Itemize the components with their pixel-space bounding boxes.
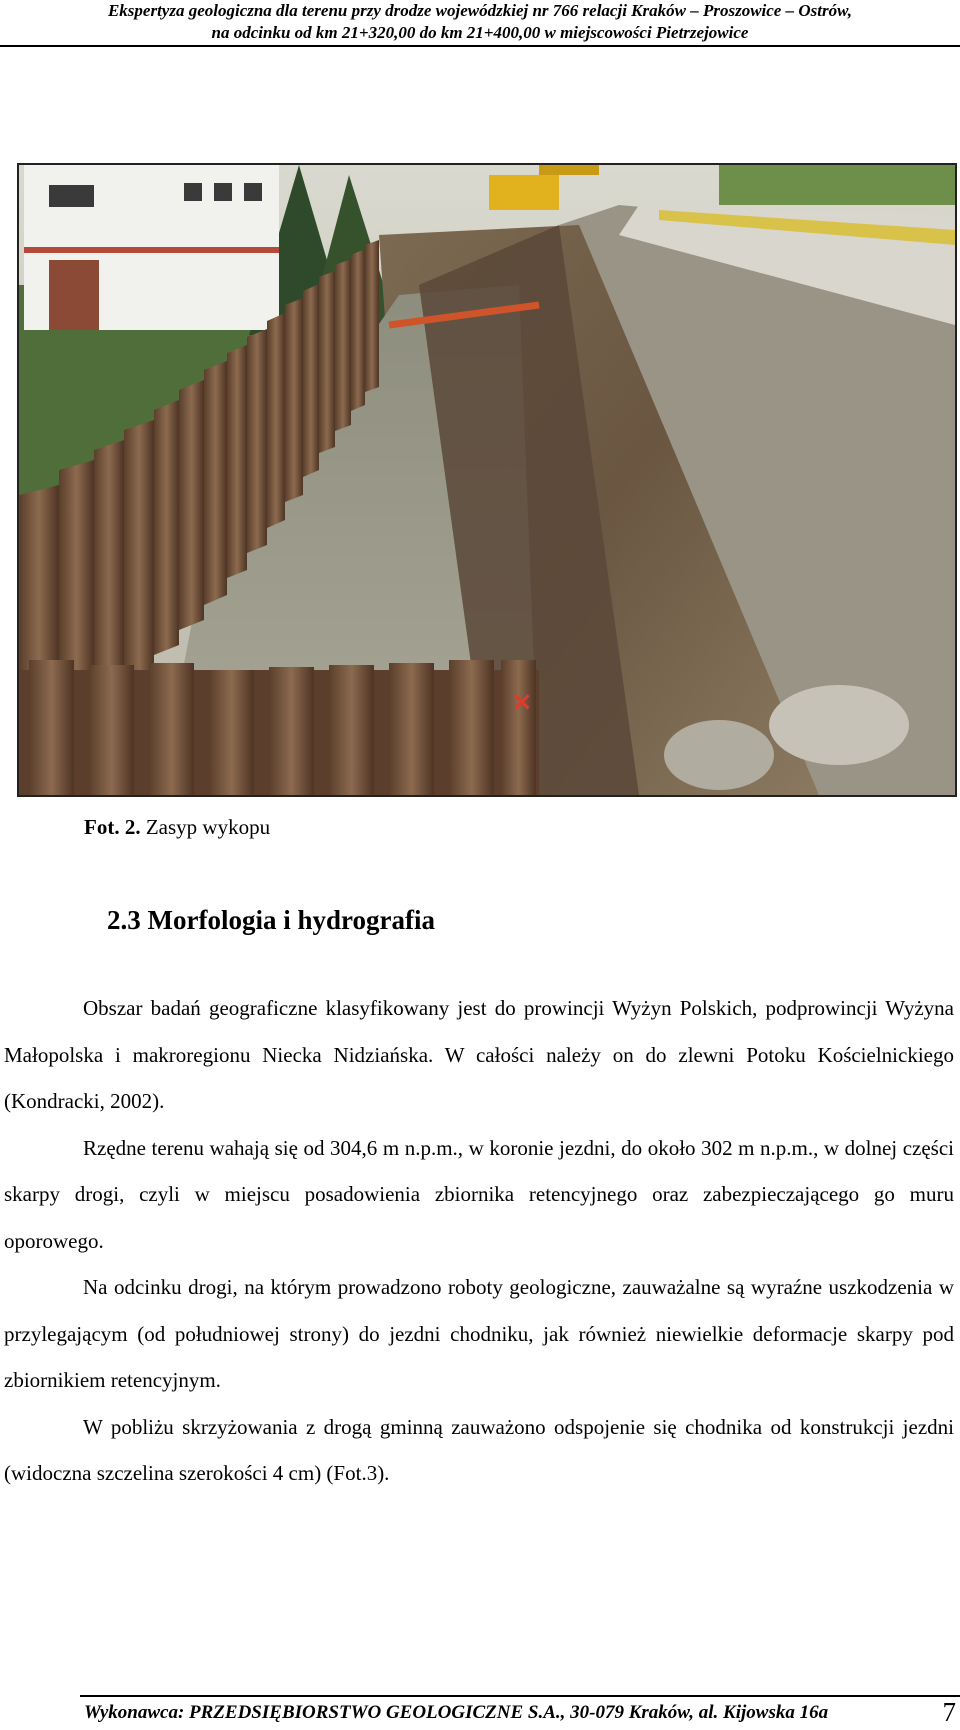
paragraph-2: Rzędne terenu wahają się od 304,6 m n.p.m., w koronie jezdni, do około 302 m n.p.m., w dolnej części skarpy drogi, czyli w miejscu posadowienia zbiornika retencyjnego oraz zabezpieczającego go muru oporowego. xyxy=(4,1135,954,1253)
figure-caption xyxy=(84,815,270,840)
paragraph-3: Na odcinku drogi, na którym prowadzono roboty geologiczne, zauważalne są wyraźne uszkodzenia w przylegającym (od południowej strony) do jezdni chodniku, jak również niewielkie deformacje skarpy pod zbiornikiem retencyjnym. xyxy=(4,1275,954,1392)
paragraph-1: Obszar badań geograficzne klasyfikowany jest do prowincji Wyżyn Polskich, podprowincji Wyżyna Małopolska i makroregionu Niecka Nidziańska. W całości należy on do zlewni Potoku Kościelnickiego (Kondracki, 2002). xyxy=(4,996,954,1113)
page-number: 7 xyxy=(942,1697,956,1727)
header-line-1: Ekspertyza geologiczna dla terenu przy drodze wojewódzkiej nr 766 relacji Kraków – Proszowice – Ostrów, xyxy=(107,1,853,20)
figure-label: Fot. 2. xyxy=(84,815,141,839)
header-line-2: na odcinku od km 21+320,00 do km 21+400,00 w miejscowości Pietrzejowice xyxy=(211,23,749,42)
front-sheet-piles xyxy=(19,660,539,795)
paragraph-4: W pobliżu skrzyżowania z drogą gminną zauważono odspojenie się chodnika od konstrukcji jezdni (widoczna szczelina szerokości 4 cm) (Fot.3). xyxy=(4,1414,954,1485)
document-header xyxy=(0,0,960,46)
body-text xyxy=(4,985,954,1497)
footer-text: Wykonawca: PRZEDSIĘBIORSTWO GEOLOGICZNE S.A., 30-079 Kraków, al. Kijowska 16a xyxy=(84,1702,829,1723)
footer-rule xyxy=(80,1695,960,1697)
header-rule xyxy=(0,45,960,47)
figure-title: Zasyp wykopu xyxy=(145,815,271,839)
excavation-photo-illustration xyxy=(19,165,955,795)
svg-text:×: × xyxy=(511,687,533,717)
section-heading: 2.3 Morfologia i hydrografia xyxy=(107,905,435,935)
excavation-photo xyxy=(17,163,957,797)
